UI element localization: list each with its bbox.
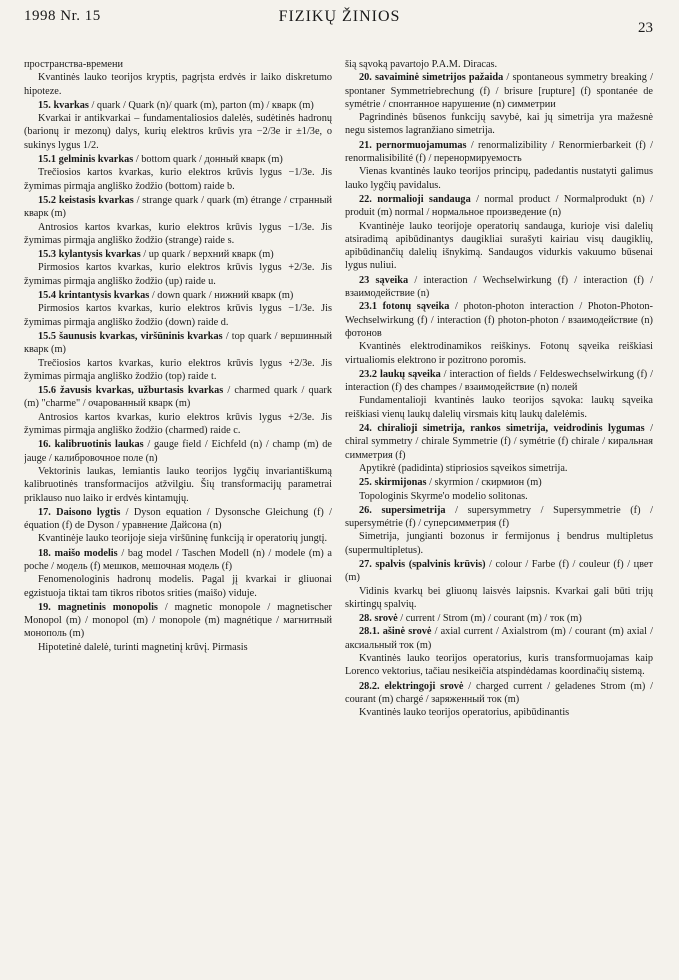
entry-term: 23.1 fotonų sąveika	[359, 301, 450, 313]
glossary-entry	[24, 384, 332, 411]
entry-definition: Antrosios kartos kvarkas, kurio elektros krūvis lygus −1/3e. Jis žymimas pirmąja angliško žodžio (strange) raide s.	[24, 221, 332, 246]
glossary-entry	[345, 71, 653, 111]
glossary-entry	[24, 438, 332, 465]
left-column	[24, 58, 332, 973]
entry-definition: Kvantinės lauko teorijos operatorius, apibūdinantis	[359, 707, 570, 719]
entry-term: 28.1. ašinė srovė	[359, 626, 432, 638]
entry-term: 18. maišo modelis	[38, 547, 118, 559]
entry-term: 15.3 kylantysis kvarkas	[38, 249, 141, 261]
entry-translations: / up quark / верхний кварк (m)	[140, 249, 274, 261]
entry-translations: / renormalizibility / Renormierbarkeit (f) / renormalisibilité (f) / перенормируемость	[345, 139, 653, 165]
entry-translations: / photon-photon interaction / Photon-Photon-Wechselwirkung (f) / interaction (f) photon-photon / взаимодействие (n) фотонов	[345, 301, 653, 339]
entry-term: 26. supersimetrija	[359, 504, 446, 516]
entry-term: 15.6 žavusis kvarkas, užburtasis kvarkas	[38, 385, 224, 397]
entry-translations: / magnetic monopole / magnetischer Monopol (m) / monopol (m) / monopole (m) magnétique / магнитный монополь (m)	[24, 601, 332, 640]
entry-definition: Vidinis kvarkų bei gliuonų laisvės laipsnis. Kvarkai gali būti trijų skirtingų spalvių.	[345, 585, 653, 610]
entry-definition: Kvantinėje lauko teorijoje sieja viršūninę funkciją ir operatorių jungtį.	[38, 533, 328, 545]
page-header	[0, 6, 679, 36]
entry-translations: / quark / Quark (n)/ quark (m), parton (m) / кварк (m)	[88, 99, 314, 111]
entry-term: 19. magnetinis monopolis	[38, 601, 158, 613]
entry-translations: / interaction of fields / Feldeswechselwirkung (f) / interaction (f) des champes / взаимодействие (n) полей	[345, 368, 653, 394]
glossary-entry	[345, 558, 653, 585]
entry-definition: Trečiosios kartos kvarkas, kurio elektros krūvis lygus −1/3e. Jis žymimas pirmąja angliško žodžio (bottom) raide b.	[24, 167, 332, 192]
glossary-entry	[345, 680, 653, 707]
entry-definition: Simetrija, jungianti bozonus ir fermijonus į bendrus multipletus (supermultipletus).	[345, 531, 653, 556]
entry-definition: Pirmosios kartos kvarkas, kurio elektros krūvis lygus −1/3e. Jis žymimas pirmąja angliško žodžio (down) raide d.	[24, 303, 332, 328]
entry-definition: Kvantinėje lauko teorijoje operatorių sandauga, kurioje visi dalelių atsiradimą apibūdinantys daugikliai surašyti kairiau visų daugiklių, apibūdinančių dalelių išnykimą. Sandaugos vidurkis vakuumo būsenai lygus nuliui.	[345, 220, 653, 272]
entry-translations: / colour / Farbe (f) / couleur (f) / цвет (m)	[345, 558, 653, 584]
entry-definition: Kvantinės lauko teorijos kryptis, pagrįsta erdvės ir laiko diskretumo hipoteze.	[24, 72, 332, 97]
journal-title: FIZIKŲ ŽINIOS	[278, 8, 401, 25]
entry-term: 15.1 gelminis kvarkas	[38, 154, 134, 166]
entry-translations: / axial current / Axialstrom (m) / courant (m) axial / аксиальный ток (m)	[345, 626, 653, 651]
entry-translations: / charmed quark / quark (m) "charme" / очарованный кварк (m)	[24, 385, 332, 410]
entry-term: 17. Daisono lygtis	[38, 506, 121, 518]
glossary-entry	[345, 193, 653, 220]
entry-definition: Antrosios kartos kvarkas, kurio elektros krūvis lygus +2/3e. Jis žymimas pirmąja angliško žodžio (charmed) raide c.	[24, 411, 332, 437]
glossary-entry	[345, 422, 653, 462]
entry-term: 15.4 krintantysis kvarkas	[38, 290, 150, 302]
right-column	[345, 58, 653, 973]
entry-term: 20. savaiminė simetrijos pažaida	[359, 72, 504, 84]
entry-definition: Vektorinis laukas, lemiantis lauko teorijos lygčių invariantiškumą kalibruotinės transformacijos atžvilgiu. Šių transformacijų parametrai priklauso nuo laiko ir erdvės kintamųjų.	[24, 465, 332, 504]
entry-translations: / current / Strom (m) / courant (m) / ток (m)	[397, 613, 582, 625]
glossary-entry	[24, 547, 332, 574]
glossary-entry	[24, 330, 332, 357]
entry-term: 15. kvarkas	[38, 99, 89, 111]
entry-definition: Kvarkai ir antikvarkai – fundamentaliosios dalelės, sudėtinės hadronų (barionų ir mezonų) dalys, kurių elektros krūvis yra −2/3e ir ±1/3e, o sukinys lygus 1/2.	[24, 113, 332, 151]
entry-definition: Pirmosios kartos kvarkas, kurio elektros krūvis lygus +2/3e. Jis žymimas pirmąja angliško žodžio (up) raide u.	[24, 262, 332, 287]
entry-translations: / skyrmion / скирмион (m)	[426, 477, 542, 489]
entry-translations: / charged current / geladenes Strom (m) / courant (m) chargé / заряженный ток (m)	[345, 680, 653, 705]
entry-term: 21. pernormuojamumas	[359, 139, 467, 151]
entry-definition: Topologinis Skyrme'o modelio solitonas.	[359, 490, 528, 502]
entry-translations: / Dyson equation / Dysonsche Gleichung (f) / équation (f) de Dyson / уравнение Дайсона (n)	[24, 506, 332, 532]
glossary-entry	[24, 194, 332, 221]
entry-translations: / gauge field / Eichfeld (n) / champ (m) de jauge / калибровочное поле (n)	[24, 439, 332, 464]
entry-translations: / interaction / Wechselwirkung (f) / interaction (f) / взаимодействие (n)	[345, 274, 653, 300]
entry-term: 25. skirmijonas	[359, 477, 427, 489]
entry-definition: Kvantinės elektrodinamikos reiškinys. Fotonų sąveika reiškiasi virtualiomis elektrono ir pozitrono poromis.	[345, 341, 653, 366]
entry-term: 27. spalvis (spalvinis krūvis)	[359, 558, 486, 570]
glossary-entry	[24, 248, 332, 261]
entry-definition: Apytikrė (padidinta) stipriosios sąveikos simetrija.	[359, 462, 568, 474]
entry-translations: / bottom quark / донный кварк (m)	[133, 154, 283, 166]
entry-term: 28. srovė	[359, 613, 398, 625]
entry-translations: / spontaneous symmetry breaking / spontaner Symmetriebrechung (f) / brisure [rupture] (f) spontanée de symétrie / спонтанное нарушение (n) симметрии	[345, 72, 653, 110]
glossary-entry	[24, 99, 332, 112]
entry-term: 15.2 keistasis kvarkas	[38, 194, 134, 206]
glossary-entry	[24, 601, 332, 641]
entry-definition: Hipotetinė dalelė, turinti magnetinį krūvį. Pirmasis	[38, 641, 248, 653]
glossary-entry	[345, 300, 653, 340]
glossary-entry	[24, 153, 332, 166]
entry-term: 23 sąveika	[359, 274, 409, 286]
glossary-entry	[24, 506, 332, 533]
entry-translations: / bag model / Taschen Modell (n) / modele (m) a poche / модель (f) мешков, мешочная модель (f)	[24, 547, 332, 572]
entry-term: 22. normalioji sandauga	[359, 193, 471, 205]
issue-label: 1998 Nr. 15	[24, 8, 101, 24]
entry-definition: Trečiosios kartos kvarkas, kurio elektros krūvis lygus +2/3e. Jis žymimas pirmąja angliško žodžio (top) raide t.	[24, 357, 332, 382]
glossary-entry	[345, 368, 653, 395]
glossary-entry	[345, 504, 653, 531]
entry-definition: пространства-времени	[24, 59, 123, 70]
entry-translations: / supersymmetry / Supersymmetrie (f) / supersymétrie (f) / суперсимметрия (f)	[345, 504, 653, 530]
entry-definition: šią sąvoką pavartojo P.A.M. Diracas.	[345, 59, 498, 70]
glossary-entry	[345, 612, 653, 625]
glossary-entry	[24, 289, 332, 302]
entry-translations: / down quark / нижний кварк (m)	[149, 290, 294, 302]
glossary-entry	[345, 139, 653, 166]
entry-definition: Vienas kvantinės lauko teorijos principų, padedantis nustatyti galimus lauko lygčių pavidalus.	[345, 166, 653, 191]
entry-translations: / strange quark / quark (m) étrange / странный кварк (m)	[24, 194, 332, 220]
entry-term: 24. chiralioji simetrija, rankos simetrija, veidrodinis lygumas	[359, 423, 645, 435]
glossary-entry	[345, 476, 653, 489]
entry-definition: Fenomenologinis hadronų modelis. Pagal jį kvarkai ir gliuonai egzistuoja tiktai tam tikros ribotos srities (maišo) viduje.	[24, 574, 332, 599]
entry-translations: / chiral symmetry / chirale Symmetrie (f) / symétrie (f) chirale / киральная симметрия (f)	[345, 423, 653, 461]
entry-definition: Pagrindinės būsenos funkcijų savybė, kai jų simetrija yra mažesnė negu sistemos lagranžiano simetrija.	[345, 112, 653, 137]
entry-term: 28.2. elektringoji srovė	[359, 680, 464, 692]
entry-definition: Fundamentalioji kvantinės lauko teorijos sąvoka: laukų sąveika reiškiasi vienų laukų dalelių virsmais kitų laukų dalelėmis.	[345, 395, 653, 420]
entry-term: 23.2 laukų sąveika	[359, 368, 441, 380]
glossary-entry	[345, 625, 653, 652]
entry-definition: Kvantinės lauko teorijos operatorius, kuris transformuojamas kaip Lorenco vektorius, tačiau nesikeičia atspindėdamas koordinačių sistemą.	[345, 653, 653, 678]
glossary-entry	[345, 274, 653, 301]
entry-term: 15.5 šaunusis kvarkas, viršūninis kvarkas	[38, 330, 223, 342]
page-number: 23	[638, 20, 653, 36]
entry-term: 16. kalibruotinis laukas	[38, 439, 144, 451]
entry-translations: / normal product / Normalprodukt (n) / produit (m) normal / нормальное произведение (n)	[345, 193, 653, 219]
entry-translations: / top quark / вершинный кварк (m)	[24, 330, 332, 356]
